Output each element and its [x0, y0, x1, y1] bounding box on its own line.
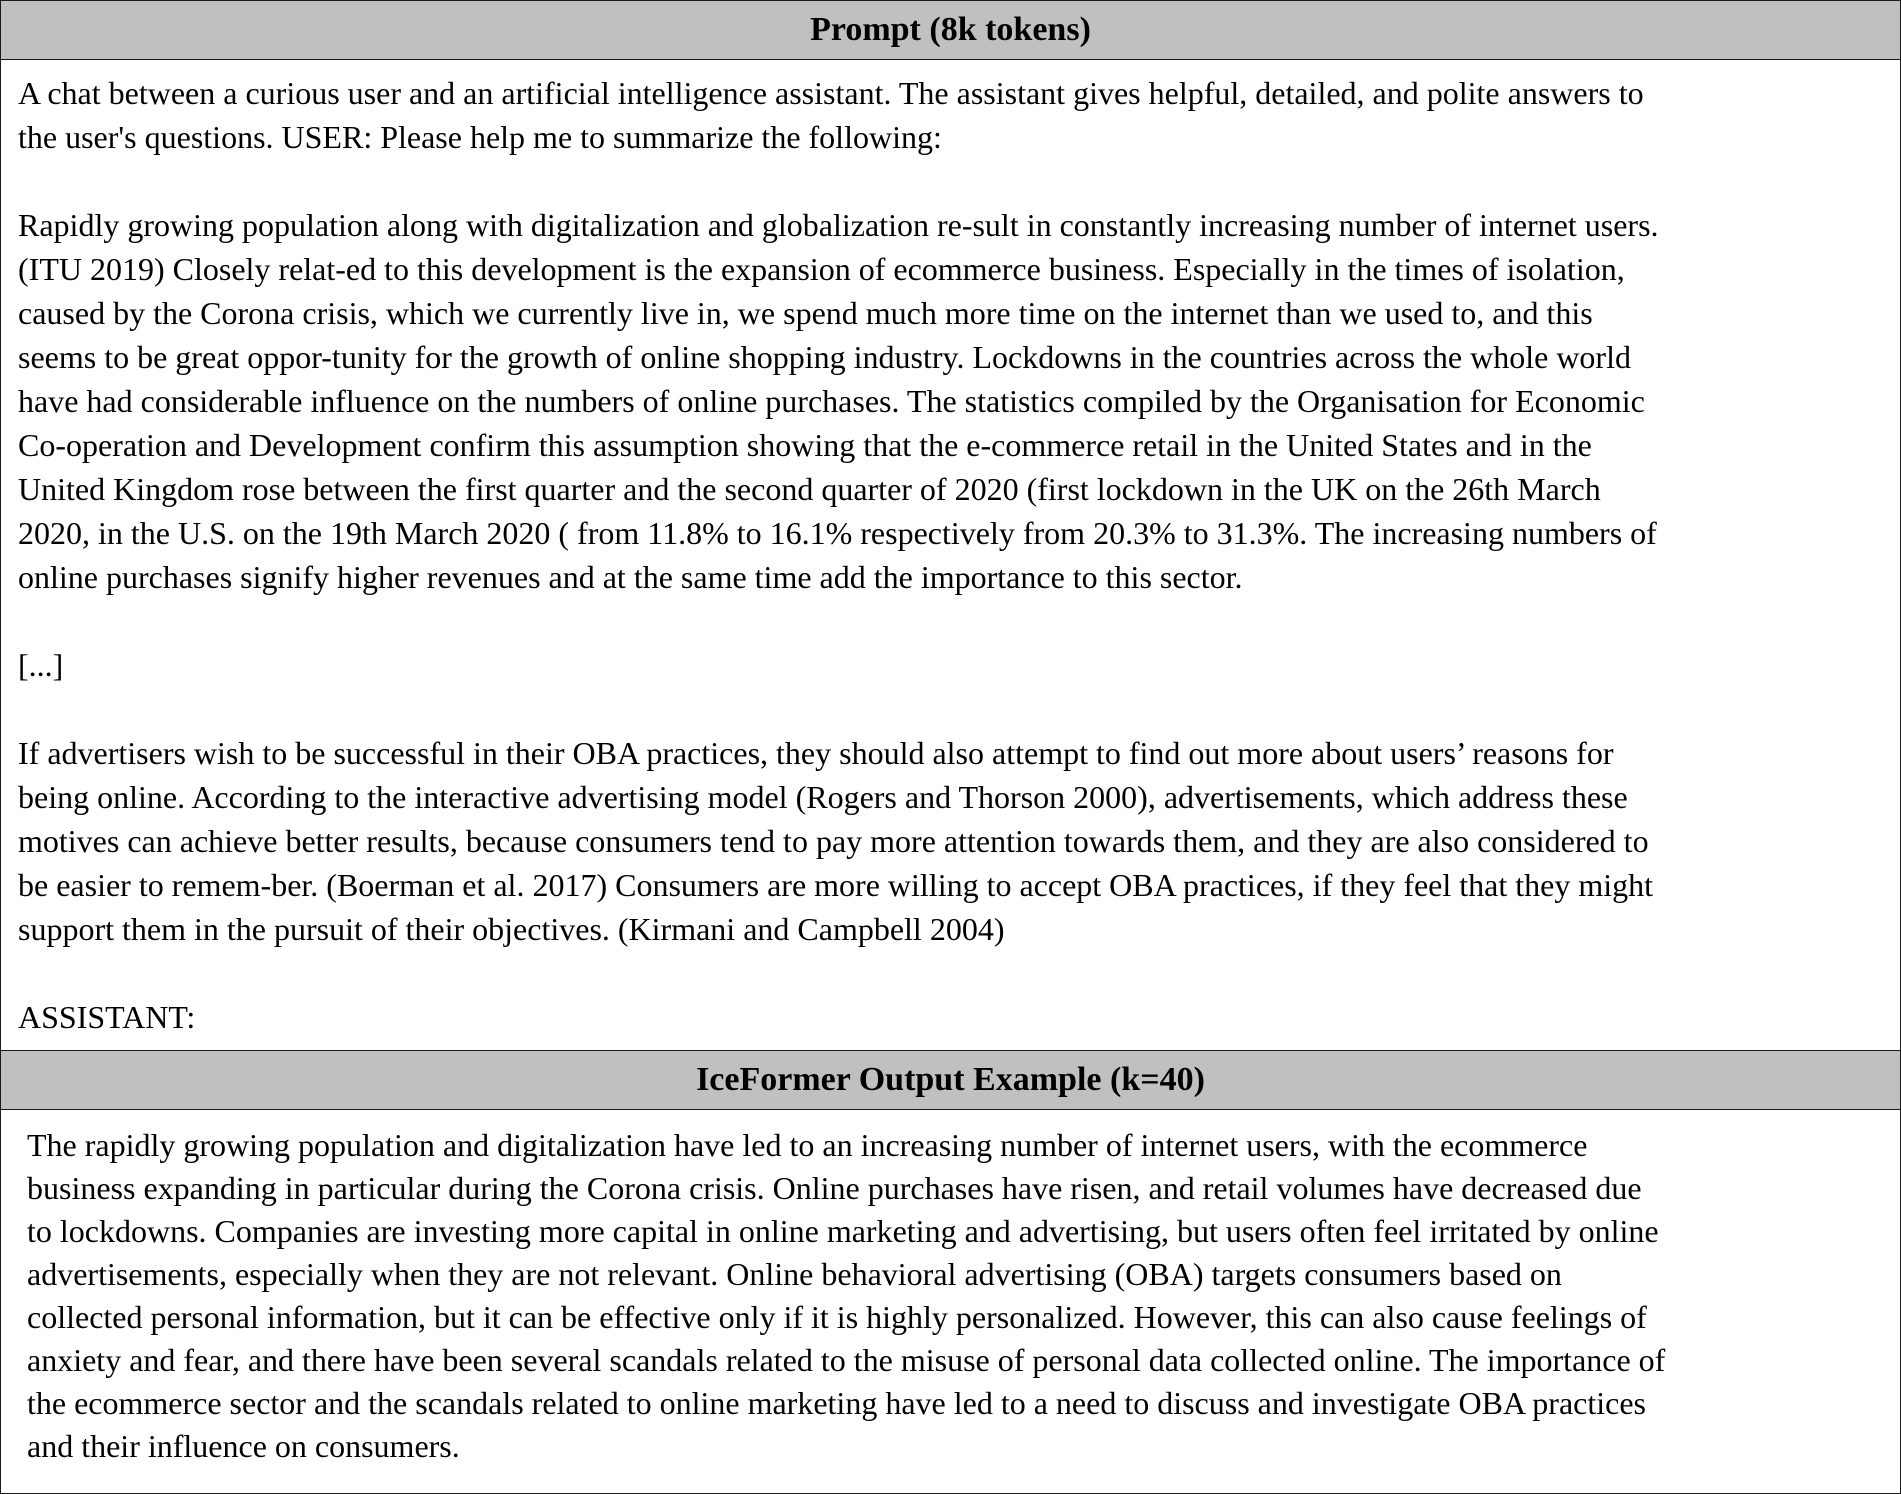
output-text: The rapidly growing population and digitalization have led to an increasing number of internet users, with the ecommerce business expanding in particular during the Corona crisis. Online purchases have risen, and retail volumes have decreased due to lockdowns. Companies are investing more capital in online marketing and advertising, but users often feel irritated by online advertisements, especially when they are not relevant. Online behavioral advertising (OBA) targets consumers based on collected personal information, but it can be effective only if it is highly personalized. However, this can also cause feelings of anxiety and fear, and there have been several scandals related to the misuse of personal data collected online. The importance of the ecommerce sector and the scandals related to online marketing have led to a need to discuss and investigate OBA practices and their influence on consumers. — [27, 1127, 1666, 1464]
prompt-header: Prompt (8k tokens) — [1, 1, 1900, 60]
prompt-assistant-label: ASSISTANT: — [18, 999, 196, 1035]
prompt-section — [1, 61, 1900, 1050]
paragraph-gap — [18, 599, 1883, 643]
output-header: IceFormer Output Example (k=40) — [1, 1050, 1900, 1110]
paragraph-gap — [18, 951, 1883, 995]
paragraph-gap — [18, 159, 1883, 203]
prompt-oba-paragraph: If advertisers wish to be successful in their OBA practices, they should also attempt to find out more about users’ reasons for being online. According to the interactive advertising model (Rogers and Thorson 2000), advertisements, which address these motives can achieve better results, because consumers tend to pay more attention towards them, and they are also considered to be easier to remem-ber. (Boerman et al. 2017) Consumers are more willing to accept OBA practices, if they feel that they might support them in the pursuit of their objectives. (Kirmani and Campbell 2004) — [18, 735, 1654, 947]
output-section — [1, 1111, 1900, 1493]
paragraph-gap — [18, 687, 1883, 731]
prompt-ellipsis: [...] — [18, 647, 64, 683]
prompt-intro-paragraph: Rapidly growing population along with digitalization and globalization re-sult in constantly increasing number of internet users. (ITU 2019) Closely relat-ed to this development is the expansion of ecommerce business. Especially in the times of isolation, caused by the Corona crisis, which we currently live in, we spend much more time on the internet than we used to, and this seems to be great oppor-tunity for the growth of online shopping industry. Lockdowns in the countries across the whole world have had considerable influence on the numbers of online purchases. The statistics compiled by the Organisation for Economic Co-operation and Development confirm this assumption showing that the e-commerce retail in the United States and in the United Kingdom rose between the first quarter and the second quarter of 2020 (first lockdown in the UK on the 26th March 2020, in the U.S. on the 19th March 2020 ( from 11.8% to 16.1% respectively from 20.3% to 31.3%. The increasing numbers of online purchases signify higher revenues and at the same time add the importance to this sector. — [18, 207, 1659, 595]
prompt-system-paragraph: A chat between a curious user and an artificial intelligence assistant. The assistant gives helpful, detailed, and polite answers to the user's questions. USER: Please help me to summarize the following: — [18, 75, 1644, 155]
